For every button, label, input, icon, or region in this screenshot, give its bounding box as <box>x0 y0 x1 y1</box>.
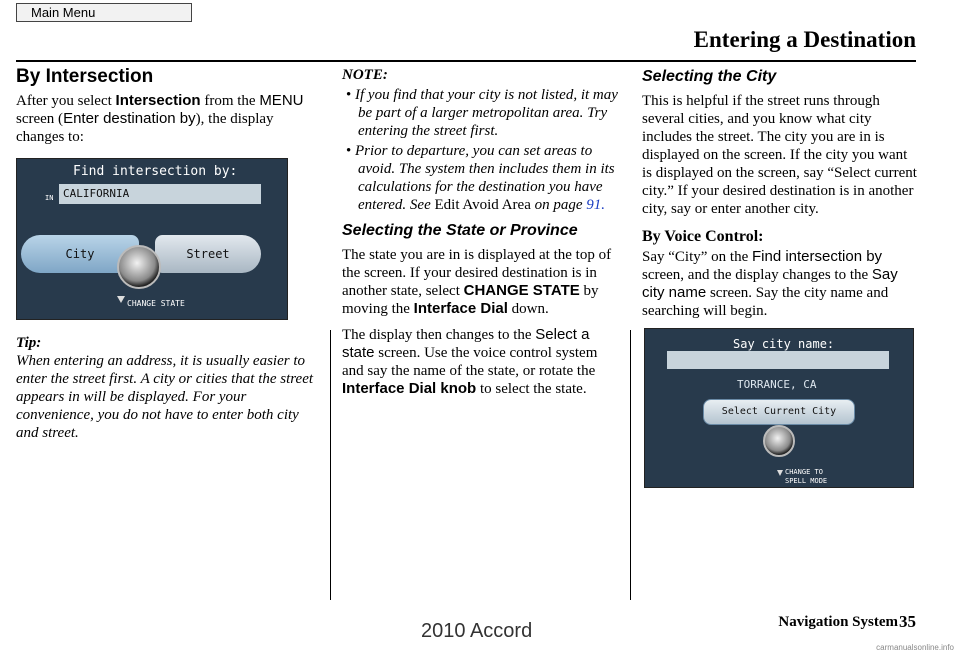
select-current-city-button[interactable]: Select Current City <box>703 399 855 425</box>
say-city-name-screen <box>644 328 914 488</box>
street-button[interactable]: Street <box>155 235 261 273</box>
city-paragraph: This is helpful if the street runs through several cities, and you know what city includes the street. The city you are in is displayed on the screen. If the city you want is displayed on the screen, say “Select current city.” If your desired destination is in another city, say or enter another city. <box>642 93 917 217</box>
change-to-label: CHANGE TO <box>785 468 823 476</box>
interface-dial-icon <box>763 425 795 457</box>
voice-control-paragraph: Say “City” on the Find intersection by screen, and the display changes to the Say city name screen. Say the city name and searching will begin. <box>642 248 898 319</box>
down-arrow-icon <box>777 470 783 476</box>
screen-title: Find intersection by: <box>73 164 238 179</box>
current-city-label: TORRANCE, CA <box>737 378 817 391</box>
spell-mode-label: SPELL MODE <box>785 477 828 485</box>
screen-title: Say city name: <box>733 337 835 351</box>
model-label: 2010 Accord <box>421 620 533 642</box>
column-selecting-city <box>642 66 918 488</box>
note-list <box>342 86 622 214</box>
footer-section-label: Navigation System <box>778 614 898 630</box>
main-menu-button[interactable]: Main Menu <box>16 3 192 22</box>
down-arrow-icon <box>117 296 125 303</box>
page-title: Entering a Destination <box>693 27 916 52</box>
find-intersection-screen <box>16 158 288 320</box>
tip-label: Tip: <box>16 335 42 351</box>
header-divider <box>16 60 916 62</box>
section-heading-city: Selecting the City <box>642 68 777 85</box>
tip-text: When entering an address, it is usually easier to enter the street first. A city or cities that the street appears in will be displayed. For your convenience, you do not have to enter both city and street. <box>16 353 314 441</box>
state-field: CALIFORNIA <box>59 184 261 204</box>
column-divider-1 <box>330 330 331 600</box>
section-heading-state: Selecting the State or Province <box>342 222 578 239</box>
city-button[interactable]: City <box>21 235 139 273</box>
section-heading-by-intersection: By Intersection <box>16 66 154 87</box>
in-label: IN <box>45 194 54 202</box>
change-state-label: CHANGE STATE <box>127 299 185 308</box>
interface-dial-icon <box>117 245 161 289</box>
page-91-link[interactable]: 91. <box>586 197 606 213</box>
column-divider-2 <box>630 330 631 600</box>
voice-control-heading: By Voice Control: <box>642 228 764 245</box>
state-paragraph-1: The state you are in is displayed at the top of the screen. If your desired destination is in another state, select CHANGE STATE by moving the Interface Dial down. <box>342 247 612 317</box>
note-label: NOTE: <box>342 67 388 83</box>
column-state-province <box>342 66 622 406</box>
note-item: • If you find that your city is not listed, it may be part of a larger metropolitan area. Try entering the street first. <box>342 86 622 140</box>
city-name-field <box>667 351 889 369</box>
intro-paragraph: After you select Intersection from the MENU screen (Enter destination by), the display changes to: <box>16 92 304 145</box>
page-number: 35 <box>899 612 916 631</box>
state-paragraph-2: The display then changes to the Select a state screen. Use the voice control system and say the name of the state, or rotate the Interface Dial knob to select the state. <box>342 326 598 397</box>
watermark: carmanualsonline.info <box>876 643 954 652</box>
note-item: • Prior to departure, you can set areas to avoid. The system then includes them in its calculations for the destination you have entered. See Edit Avoid Area on page 91. <box>342 142 622 214</box>
column-by-intersection <box>16 66 316 450</box>
